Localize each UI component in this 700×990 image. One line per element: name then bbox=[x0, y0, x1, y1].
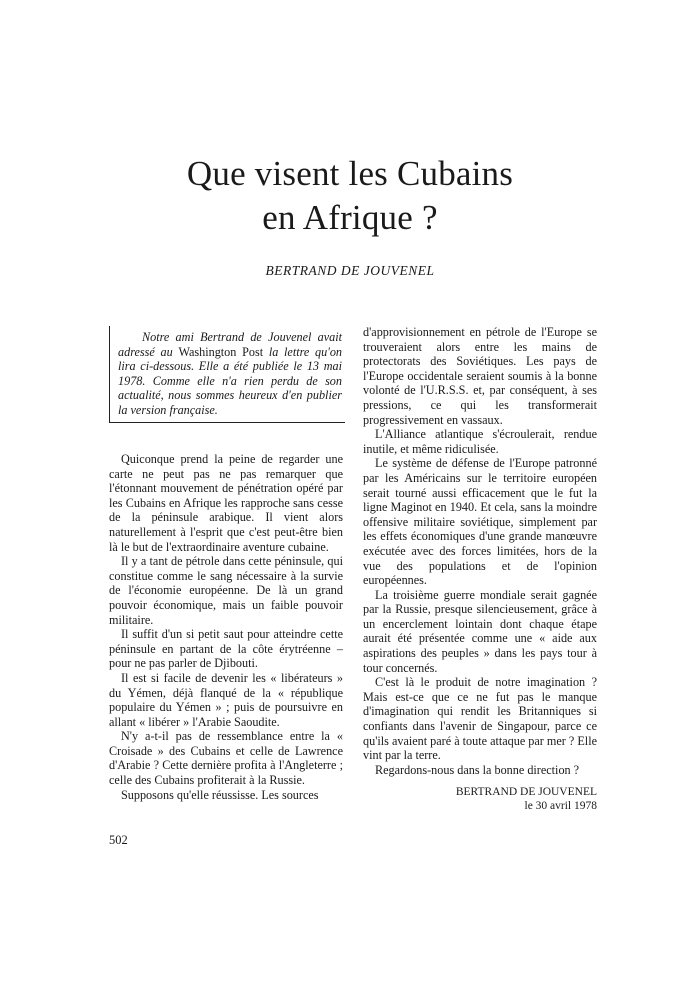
article-title-line-1: Que visent les Cubains bbox=[186, 154, 514, 193]
signature-name: BERTRAND DE JOUVENEL bbox=[455, 786, 597, 799]
paragraph: Quiconque prend la peine de regarder une carte ne peut pas ne pas remarquer que l'étonnant mouvement de pénétration opéré par les Cubains en Afrique les rapproche sans cesse de la péninsule arabique. Il vient alors naturellement à l'esprit que c'est peut-être bien là le but de l'extraordinaire aventure cubaine. bbox=[109, 452, 343, 554]
paragraph: Il est si facile de devenir les « libérateurs » du Yémen, déjà flanqué de la « république populaire du Yémen » ; puis de poursuivre en allant « libérer » l'Arabie Saoudite. bbox=[109, 670, 343, 729]
paragraph: Supposons qu'elle réussisse. Les sources bbox=[121, 787, 319, 802]
editor-note-part-1: Notre ami Bertrand de Jouvenel avait adressé au bbox=[118, 330, 342, 359]
left-column bbox=[109, 452, 343, 802]
editor-note-publication: Washington Post bbox=[178, 344, 264, 359]
article-title-line-2: en Afrique ? bbox=[262, 198, 438, 237]
signature-block bbox=[363, 785, 597, 813]
paragraph: N'y a-t-il pas de ressemblance entre la « Croisade » des Cubains et celle de Lawrence d'Arabie ? Cette dernière profita à l'Angleterre ; celle des Cubains profiterait à la Russie. bbox=[109, 729, 343, 788]
article-title bbox=[0, 152, 700, 240]
editor-note-text bbox=[118, 330, 342, 417]
paragraph: Il suffit d'un si petit saut pour atteindre cette péninsule en partant de la côte érytréenne – pour ne pas parler de Djibouti. bbox=[109, 627, 343, 671]
page-number: 502 bbox=[109, 833, 128, 847]
editor-note-part-2: la lettre qu'on lira ci-dessous. Elle a été publiée le 13 mai 1978. Comme elle n'a rien perdu de son actualité, nous sommes heureux d'en publier la version française. bbox=[118, 344, 343, 417]
paragraph: La troisième guerre mondiale serait gagnée par la Russie, presque silencieusement, grâce à un encerclement lointain dont chaque étape aurait été présentée comme une « aide aux aspirations des peuples » dans les pays tour à tour concernés. bbox=[363, 587, 597, 675]
paragraph: d'approvisionnement en pétrole de l'Europe se trouveraient alors entre les mains de protectorats des Soviétiques. Les pays de l'Europe occidentale seraient soumis à la bonne volonté de l'U.R.S.S. et, par conséquent, à ses pressions, ce qui les transformerait progressivement en vassaux. bbox=[363, 325, 597, 427]
paragraph: C'est là le produit de notre imagination ? Mais est-ce que ce ne fut pas le manque d'imagination qui rendit les Britanniques si confiants dans l'avenir de Singapour, parce ce qu'ils avaient paré à toute attaque par mer ? Elle vint par la terre. bbox=[363, 675, 597, 763]
paragraph: Le système de défense de l'Europe patronné par les Américains sur le territoire européen serait tourné aussi efficacement que le fut la ligne Maginot en 1940. Et cela, sans la moindre offensive militaire soviétique, simplement par les effets économiques d'une grande manœuvre exécutée avec des forces limitées, hors de la vue des populations et de l'opinion européennes. bbox=[363, 456, 597, 588]
right-column bbox=[363, 325, 597, 813]
paragraph: L'Alliance atlantique s'écroulerait, rendue inutile, et même ridiculisée. bbox=[363, 427, 597, 456]
paragraph: Il y a tant de pétrole dans cette péninsule, qui constitue comme le sang nécessaire à la survie de l'économie européenne. De là un grand pouvoir économique, mais un faible pouvoir militaire. bbox=[109, 554, 343, 627]
article-author: BERTRAND DE JOUVENEL bbox=[265, 263, 435, 278]
paragraph: Regardons-nous dans la bonne direction ? bbox=[375, 762, 580, 777]
editor-note-box bbox=[109, 326, 345, 423]
signature-date: le 30 avril 1978 bbox=[524, 800, 597, 813]
